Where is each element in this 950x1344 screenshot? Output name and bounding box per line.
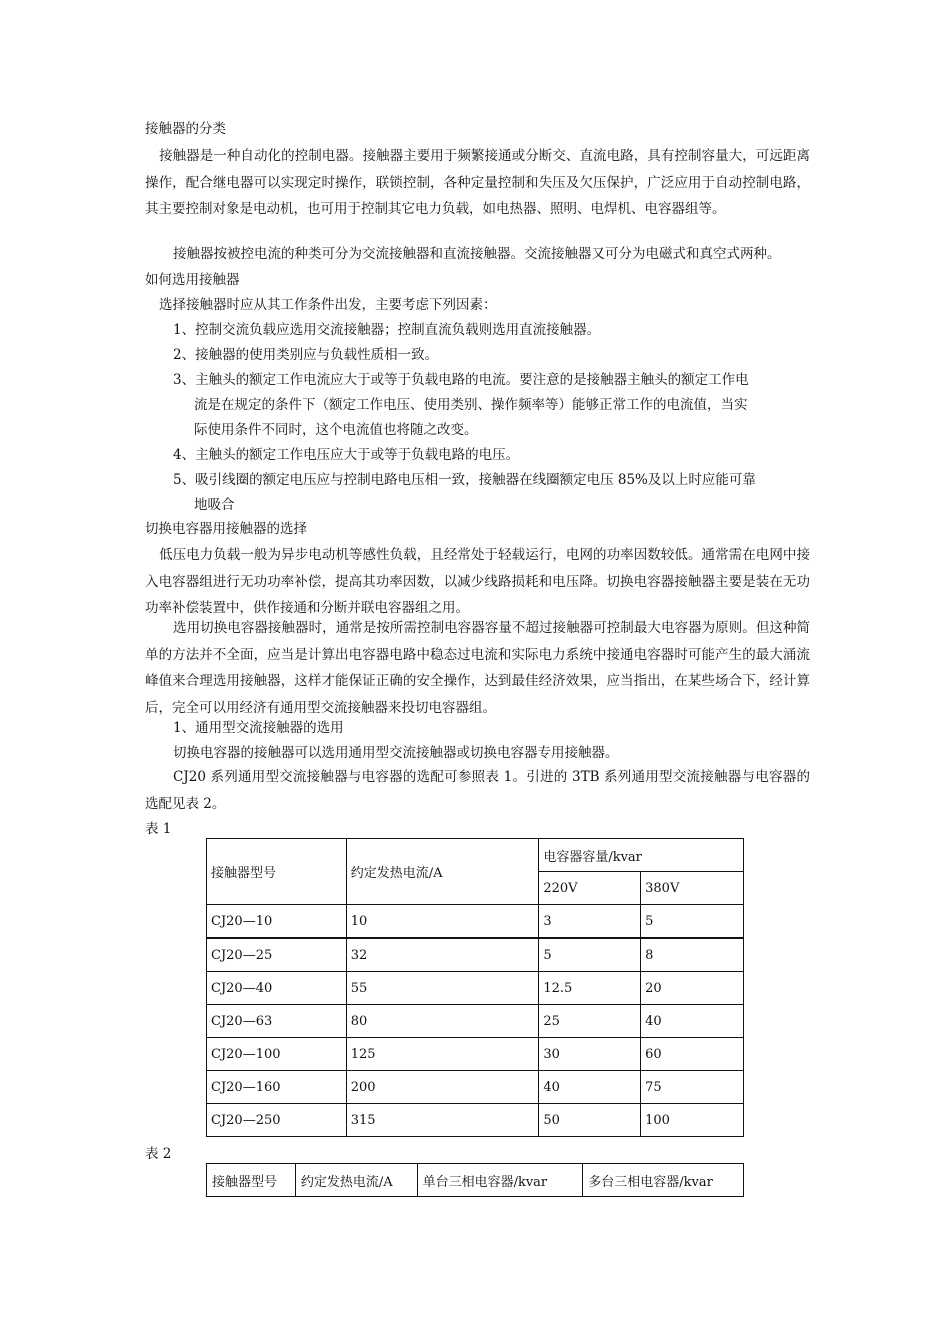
table-row [207, 1104, 744, 1137]
paragraph-general-2 [145, 764, 810, 817]
paragraph-types [145, 241, 815, 268]
list-item: 4、主触头的额定工作电压应大于或等于负载电路的电压。 [173, 447, 520, 463]
paragraph-types-text: 接触器按被控电流的种类可分为交流接触器和直流接触器。交流接触器又可分为电磁式和真空式两种。 [173, 246, 781, 262]
heading-capacitor: 切换电容器用接触器的选择 [145, 521, 307, 537]
table-row [207, 972, 744, 1005]
table2-header-multi: 多台三相电容器/kvar [583, 1164, 744, 1197]
table-cell: 55 [346, 972, 539, 1005]
table1-header-capacity: 电容器容量/kvar [539, 839, 744, 872]
table-cell: CJ20—160 [207, 1071, 347, 1104]
table-cell: 32 [346, 938, 539, 972]
table-row [207, 1005, 744, 1038]
table2-header-current: 约定发热电流/A [295, 1164, 417, 1197]
table1-header-220v: 220V [539, 872, 641, 905]
paragraph-general-2-text: CJ20 系列通用型交流接触器与电容器的选配可参照表 1。引进的 3TB 系列通用型交流接触器与电容器的选配见表 2。 [145, 769, 810, 812]
table2-caption: 表 2 [145, 1146, 172, 1162]
table1 [206, 838, 744, 1137]
table-row [207, 905, 744, 939]
table1-header-380v: 380V [641, 872, 744, 905]
list-item: 1、控制交流负载应选用交流接触器；控制直流负载则选用直流接触器。 [173, 322, 601, 338]
table-cell: 80 [346, 1005, 539, 1038]
table-cell: CJ20—100 [207, 1038, 347, 1071]
table1-caption: 表 1 [145, 821, 172, 837]
heading-classification: 接触器的分类 [145, 121, 226, 137]
table-cell: 25 [539, 1005, 641, 1038]
table-cell: 20 [641, 972, 744, 1005]
table-cell: 50 [539, 1104, 641, 1137]
paragraph-capacitor-2-text: 选用切换电容器接触器时，通常是按所需控制电容器容量不超过接触器可控制最大电容器为原则。但这种简单的方法并不全面，应当是计算出电容器电路中稳态过电流和实际电力系统中接通电容器时可能产生的最大涌流峰值来合理选用接触器，这样才能保证正确的安全操作，达到最佳经济效果，应当指出，在某些场合下，经计算后，完全可以用经济有通用型交流接触器来投切电容器组。 [145, 620, 810, 716]
selection-intro: 选择接触器时应从其工作条件出发，主要考虑下列因素： [159, 297, 497, 313]
table-cell: 12.5 [539, 972, 641, 1005]
paragraph-intro [145, 143, 810, 223]
list-item: 3、主触头的额定工作电流应大于或等于负载电路的电流。要注意的是接触器主触头的额定工作电 [173, 372, 749, 388]
table-cell: 200 [346, 1071, 539, 1104]
table-cell: 100 [641, 1104, 744, 1137]
table-cell: 3 [539, 905, 641, 939]
table1-header-model: 接触器型号 [207, 839, 347, 905]
table-cell: 5 [641, 905, 744, 939]
table-cell: CJ20—10 [207, 905, 347, 939]
list-item-continuation: 地吸合 [194, 497, 235, 513]
table-row [207, 1164, 744, 1197]
table-cell: 60 [641, 1038, 744, 1071]
sub-heading-general: 1、通用型交流接触器的选用 [173, 720, 344, 736]
table-row [207, 1071, 744, 1104]
table-cell: 8 [641, 938, 744, 972]
paragraph-general-1: 切换电容器的接触器可以选用通用型交流接触器或切换电容器专用接触器。 [173, 745, 619, 761]
table-cell: 5 [539, 938, 641, 972]
table-cell: CJ20—63 [207, 1005, 347, 1038]
paragraph-capacitor-1 [145, 542, 810, 622]
paragraph-capacitor-2 [145, 615, 810, 721]
table-cell: 315 [346, 1104, 539, 1137]
paragraph-capacitor-1-text: 低压电力负载一般为异步电动机等感性负载，且经常处于轻载运行，电网的功率因数较低。通常需在电网中接入电容器组进行无功功率补偿，提高其功率因数，以减少线路损耗和电压降。切换电容器接触器主要是装在无功功率补偿装置中，供作接通和分断并联电容器组之用。 [145, 547, 810, 616]
table-cell: 30 [539, 1038, 641, 1071]
table-cell: CJ20—25 [207, 938, 347, 972]
paragraph-intro-text: 接触器是一种自动化的控制电器。接触器主要用于频繁接通或分断交、直流电路，具有控制容量大，可远距离操作，配合继电器可以实现定时操作，联锁控制，各种定量控制和失压及欠压保护，广泛应用于自动控制电路，其主要控制对象是电动机，也可用于控制其它电力负载，如电热器、照明、电焊机、电容器组等。 [145, 148, 810, 217]
table1-header-current: 约定发热电流/A [346, 839, 539, 905]
table-cell: 75 [641, 1071, 744, 1104]
list-item-continuation: 流是在规定的条件下（额定工作电压、使用类别、操作频率等）能够正常工作的电流值，当实 [194, 397, 748, 413]
table-cell: 40 [641, 1005, 744, 1038]
table-cell: 10 [346, 905, 539, 939]
table-row [207, 938, 744, 972]
heading-selection: 如何选用接触器 [145, 272, 240, 288]
table-cell: 125 [346, 1038, 539, 1071]
table-cell: 40 [539, 1071, 641, 1104]
list-item: 5、吸引线圈的额定电压应与控制电路电压相一致，接触器在线圈额定电压 85%及以上时应能可靠 [173, 472, 756, 488]
list-item-continuation: 际使用条件不同时，这个电流值也将随之改变。 [194, 422, 478, 438]
table2-header-model: 接触器型号 [207, 1164, 296, 1197]
table2 [206, 1163, 744, 1197]
table-cell: CJ20—250 [207, 1104, 347, 1137]
list-item: 2、接触器的使用类别应与负载性质相一致。 [173, 347, 439, 363]
table-row [207, 1038, 744, 1071]
table-cell: CJ20—40 [207, 972, 347, 1005]
table2-header-single: 单台三相电容器/kvar [417, 1164, 583, 1197]
